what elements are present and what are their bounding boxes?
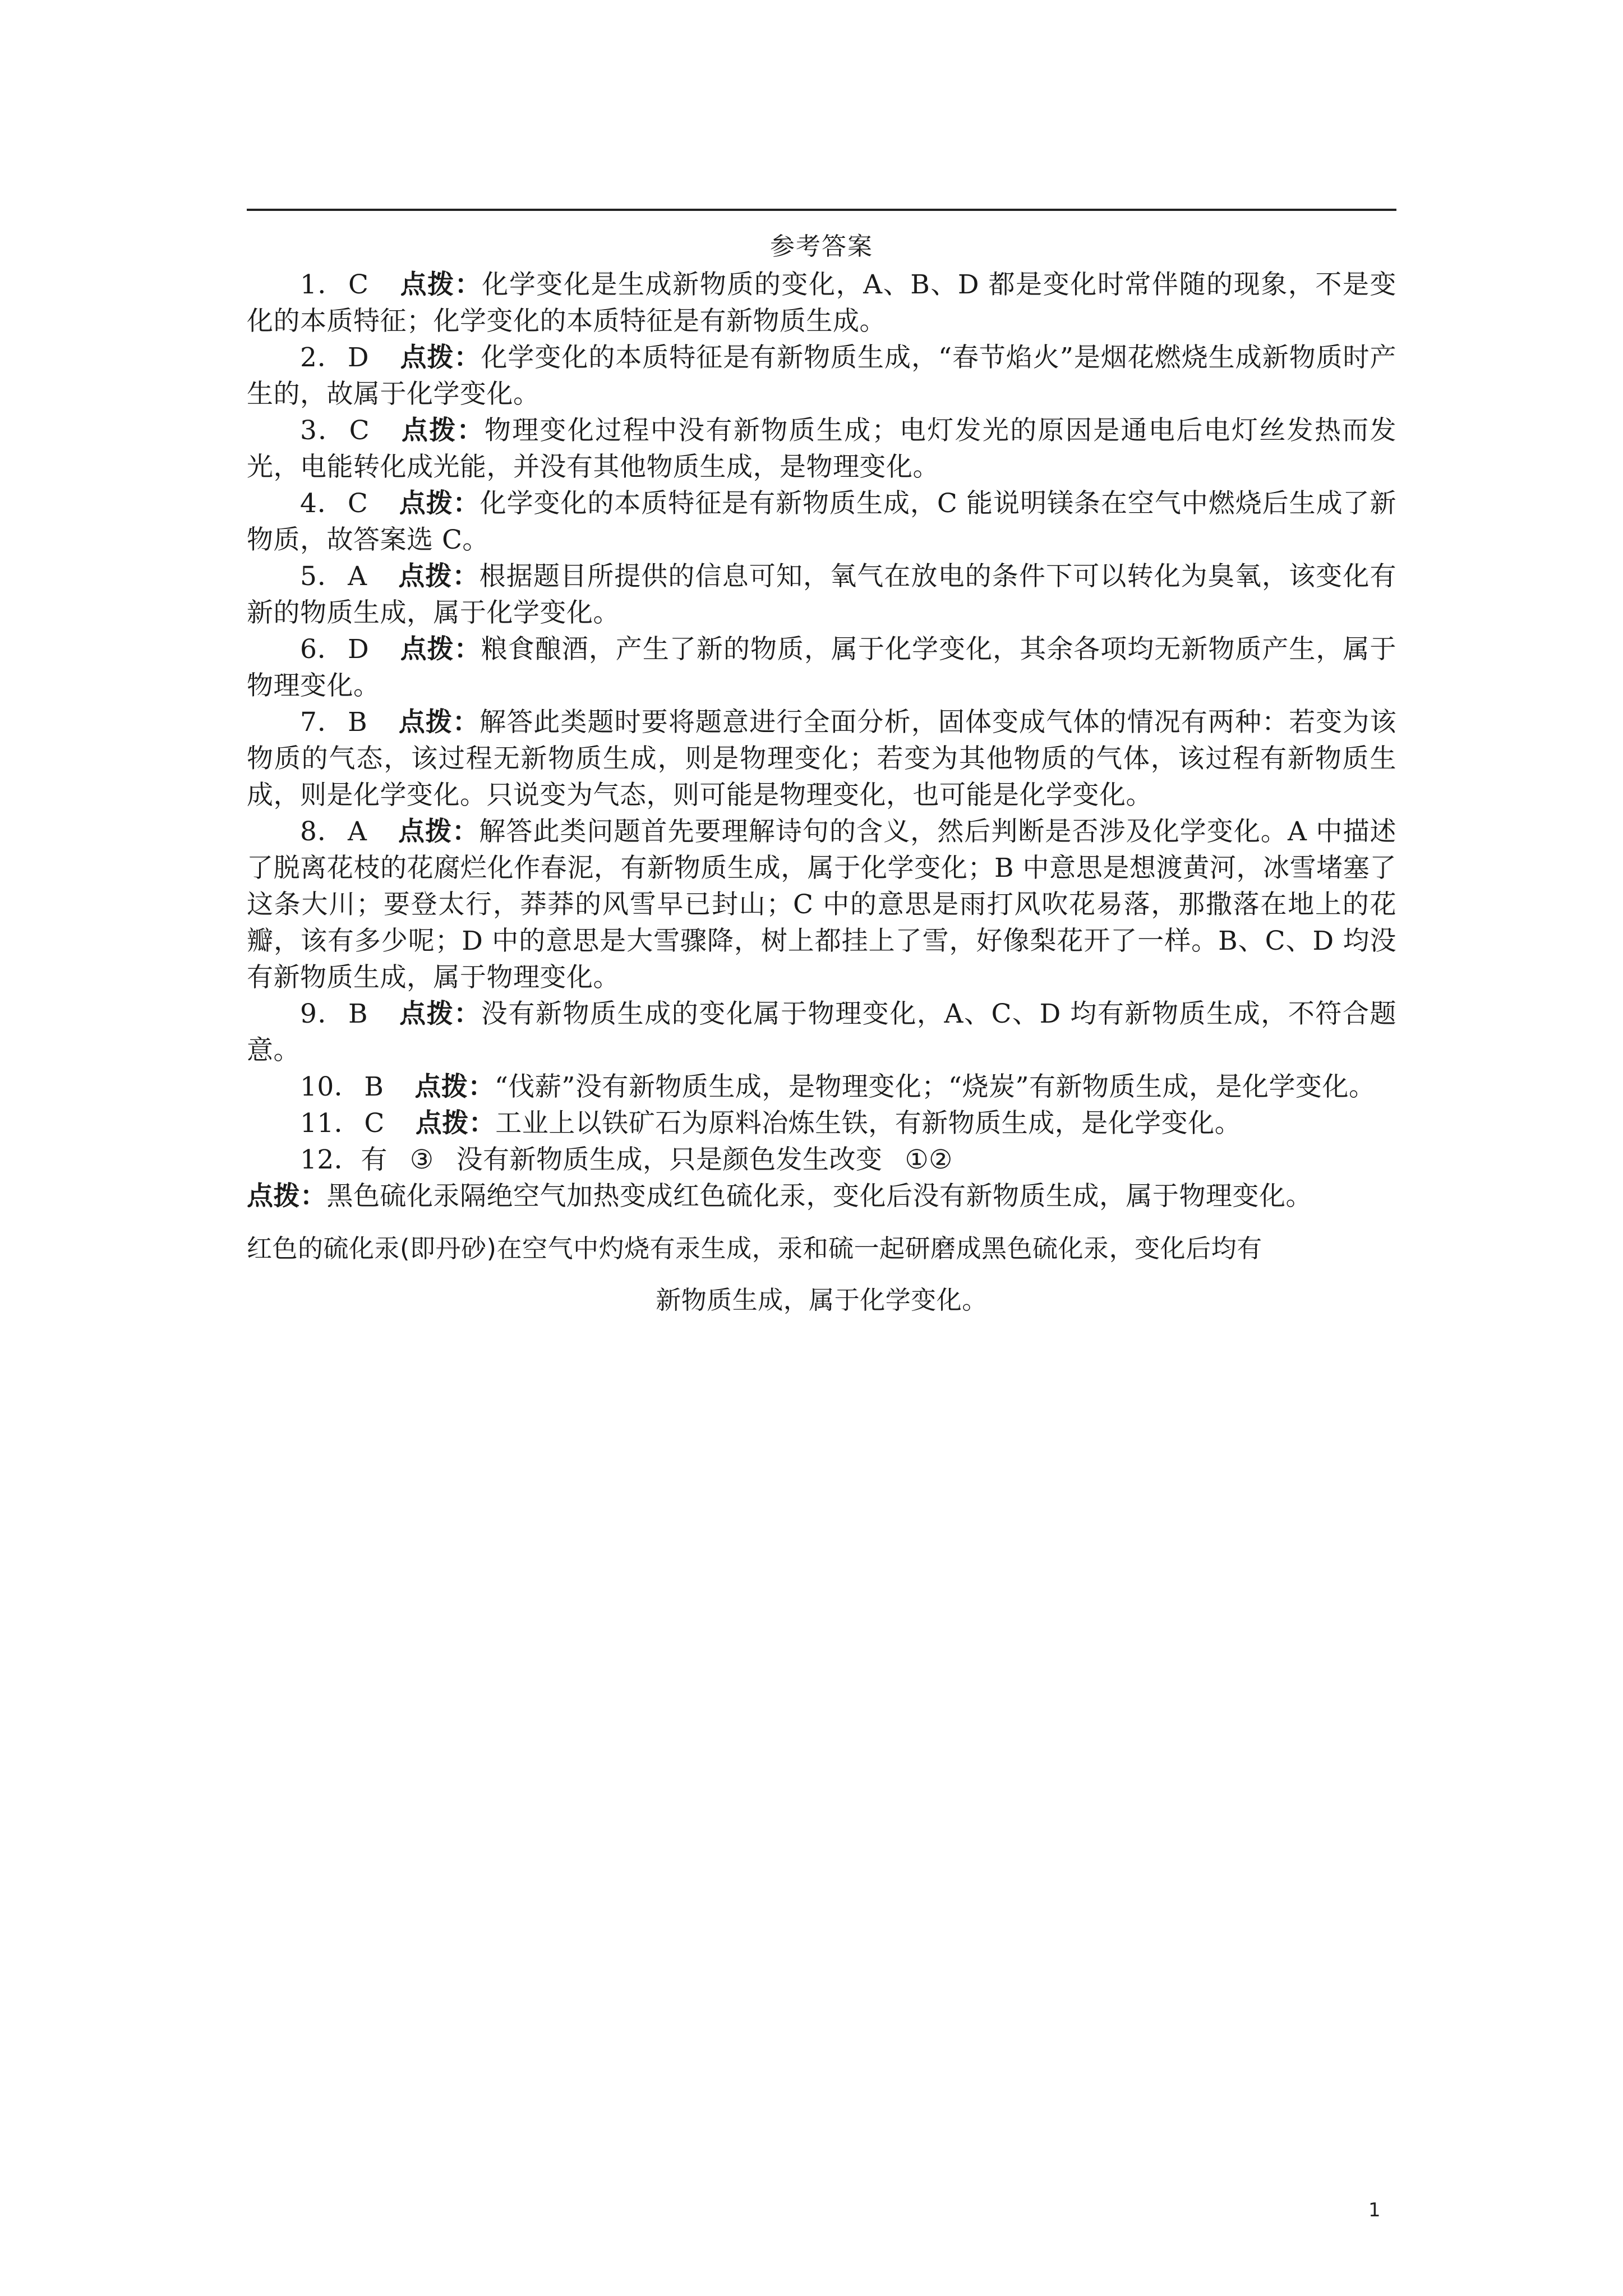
answer-number: 3．: [300, 415, 346, 446]
hint-text: 解答此类问题首先要理解诗句的含义，然后判断是否涉及化学变化。A 中描述了脱离花枝的花腐烂化作春泥，有新物质生成，属于化学变化；B 中意思是想渡黄河，冰雪堵塞了这条大川；要登太行，莽莽的风雪早已封山；C 中的意思是雨打风吹花易落，那撒落在地上的花瓣，该有多少呢；D 中的意思是大雪骤降，树上都挂上了雪，好像梨花开了一样。B、C、D 均没有新物质生成，属于物理变化。: [247, 816, 1397, 993]
hint-text: 化学变化的本质特征是有新物质生成，C 能说明镁条在空气中燃烧后生成了新物质，故答案选 C。: [247, 488, 1397, 555]
answer-choice: D: [347, 342, 370, 373]
hint-label: 点拨：: [398, 707, 480, 738]
hint-text: 化学变化是生成新物质的变化，A、B、D 都是变化时常伴随的现象，不是变化的本质特征；化学变化的本质特征是有新物质生成。: [247, 269, 1397, 337]
hint-label: 点拨：: [400, 415, 485, 446]
answer-choice: A: [348, 561, 367, 592]
hint-label: 点拨：: [398, 561, 479, 592]
answer-list: [247, 266, 1396, 1142]
answer-item-3: [247, 412, 1396, 485]
hint-text: 新物质生成，属于化学变化。: [656, 1285, 988, 1315]
hint-label: 点拨：: [399, 488, 480, 519]
page-title: 参考答案: [770, 232, 873, 261]
answer-item-7: [247, 704, 1396, 813]
answer-choice: 有: [361, 1144, 388, 1175]
answer-item-12: [247, 1142, 1396, 1178]
answer-choice: A: [348, 816, 367, 847]
answer-choice: B: [364, 1071, 384, 1102]
answer-choice: C: [349, 415, 370, 446]
hint-text: 粮食酿酒，产生了新的物质，属于化学变化，其余各项均无新物质产生，属于物理变化。: [247, 634, 1396, 701]
hint-label: 点拨：: [398, 816, 479, 847]
answer-item-5: [247, 558, 1396, 631]
answer-key-content: [247, 227, 1396, 1318]
hint-label: 点拨：: [399, 269, 482, 300]
answer-number: 4．: [300, 488, 344, 519]
answer-item-2: [247, 339, 1396, 412]
hint-label: 点拨：: [247, 1181, 327, 1212]
answer-item-9: [247, 996, 1396, 1069]
hint-text: 红色的硫化汞(即丹砂)在空气中灼烧有汞生成，汞和硫一起研磨成黑色硫化汞，变化后均有: [247, 1234, 1262, 1263]
answer-number: 5．: [300, 561, 345, 592]
answer-choice: C: [364, 1108, 385, 1139]
answer-choice: C: [348, 269, 369, 300]
answer-choice: D: [347, 634, 370, 665]
answer-number: 9．: [300, 999, 345, 1029]
answer-item-10: [247, 1069, 1396, 1105]
answer-number: 1．: [300, 269, 345, 300]
hint-text: “伐薪”没有新物质生成，是物理变化；“烧炭”有新物质生成，是化学变化。: [494, 1071, 1376, 1102]
hint-label: 点拨：: [414, 1071, 495, 1102]
header-rule: [247, 209, 1396, 211]
answer-choice: C: [347, 488, 368, 519]
hint-text: 黑色硫化汞隔绝空气加热变成红色硫化汞，变化后没有新物质生成，属于物理变化。: [326, 1181, 1312, 1212]
answer-choice: B: [348, 999, 368, 1029]
hint-text: 化学变化的本质特征是有新物质生成，“春节焰火”是烟花燃烧生成新物质时产生的，故属于化学变化。: [247, 342, 1397, 409]
answer-item-6: [247, 631, 1396, 704]
hint-text: 解答此类题时要将题意进行全面分析，固体变成气体的情况有两种：若变为该物质的气态，该过程无新物质生成，则是物理变化；若变为其他物质的气体，该过程有新物质生成，则是化学变化。只说变为气态，则可能是物理变化，也可能是化学变化。: [247, 707, 1397, 811]
answer-item-4: [247, 485, 1396, 558]
hint-label: 点拨：: [415, 1108, 496, 1139]
answer-number: 2．: [300, 342, 344, 373]
hint-text: 物理变化过程中没有新物质生成；电灯发光的原因是通电后电灯丝发热而发光，电能转化成光能，并没有其他物质生成，是物理变化。: [247, 415, 1397, 482]
hint-text: 工业上以铁矿石为原料冶炼生铁，有新物质生成，是化学变化。: [495, 1108, 1242, 1139]
hint-label: 点拨：: [399, 999, 481, 1029]
answer-choice: ③: [409, 1144, 434, 1175]
hint-text: 根据题目所提供的信息可知，氧气在放电的条件下可以转化为臭氧，该变化有新的物质生成，属于化学变化。: [247, 561, 1397, 628]
hint-label: 点拨：: [400, 342, 481, 373]
answer-number: 7．: [300, 707, 345, 738]
answer-item-8: [247, 813, 1396, 996]
answer-number: 10．: [300, 1071, 361, 1102]
answer-number: 6．: [300, 634, 344, 665]
answer-number: 12．: [300, 1144, 361, 1175]
answer-choice: ①②: [905, 1144, 953, 1175]
hint-note: [247, 1178, 1396, 1214]
answer-item-1: [247, 266, 1396, 339]
answer-number: 8．: [300, 816, 345, 847]
hint-label: 点拨：: [400, 634, 481, 665]
hint-text: 没有新物质生成的变化属于物理变化，A、C、D 均有新物质生成，不符合题意。: [247, 999, 1397, 1066]
answer-item-11: [247, 1105, 1396, 1142]
page-number: 1: [1368, 2199, 1381, 2221]
answer-reason: 没有新物质生成，只是颜色发生改变: [456, 1144, 883, 1175]
answer-number: 11．: [300, 1108, 361, 1139]
answer-choice: B: [348, 707, 368, 738]
